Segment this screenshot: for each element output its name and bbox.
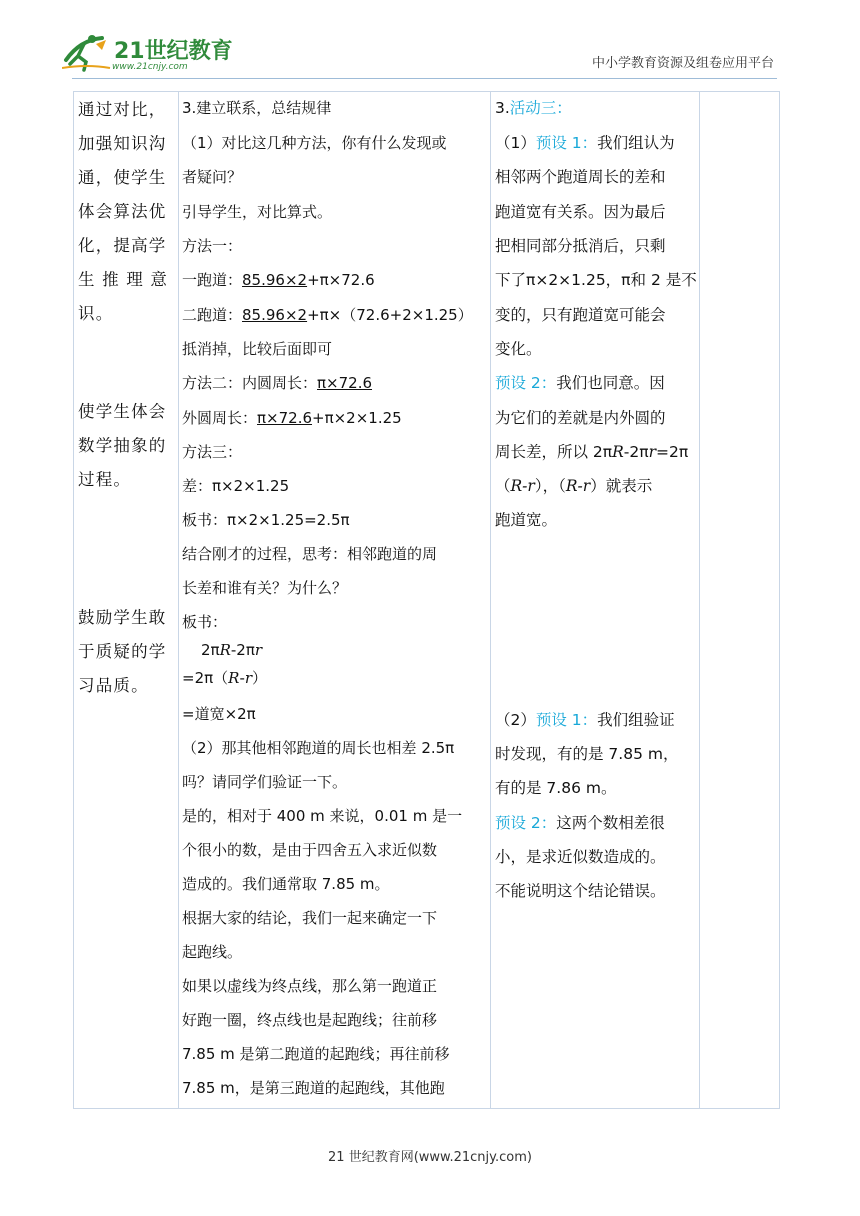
text-line: =道宽×2π — [182, 705, 256, 723]
text-line: （1）对比这几种方法，你有什么发现或 — [182, 134, 447, 152]
term: ），（ — [534, 477, 566, 495]
text-line: 下了π×2×1.25，π和 2 是不 — [495, 271, 697, 289]
text-line — [495, 98, 572, 118]
text: 这两个数相差很 — [556, 814, 665, 832]
formula-line — [182, 270, 375, 290]
intent-line: 习品质。 — [78, 676, 149, 695]
text-line: 个很小的数，是由于四舍五入求近似数 — [182, 841, 438, 859]
text-line: 引导学生，对比算式。 — [182, 203, 333, 221]
design-intent-cell — [74, 92, 179, 1109]
formula-line — [495, 476, 652, 496]
notes-cell — [700, 92, 780, 1109]
text-line: 时发现，有的是 7.85 m， — [495, 745, 679, 763]
underlined-term: π×72.6 — [317, 374, 373, 392]
preset-label: 预设 1： — [535, 134, 598, 152]
text-line: 方法三： — [182, 443, 243, 461]
text-line: 小，是求近似数造成的。 — [495, 848, 666, 866]
variable: R-r — [565, 477, 591, 495]
activity-heading: 活动三： — [509, 99, 572, 117]
text-line: 长差和谁有关？为什么？ — [182, 579, 348, 597]
text-line — [495, 710, 675, 730]
label: 方法二：内圆周长： — [182, 374, 318, 392]
lesson-table — [73, 91, 780, 1109]
text-line: 有的是 7.86 m。 — [495, 779, 617, 797]
table-row — [74, 92, 780, 1109]
underlined-term: 85.96×2 — [242, 271, 308, 289]
text-line: 板书：π×2×1.25=2.5π — [182, 511, 350, 529]
term: 2π — [201, 641, 220, 659]
variable: r — [254, 641, 263, 659]
intent-line: 数学抽象的 — [78, 436, 167, 455]
formula-line — [182, 668, 267, 688]
text-line: 为它们的差就是内外圆的 — [495, 409, 666, 427]
term: -2π — [623, 443, 649, 461]
item-number: （1） — [495, 134, 536, 152]
preset-label: 预设 2： — [495, 374, 557, 392]
variable: R — [612, 443, 624, 461]
intent-line: 鼓励学生敢 — [78, 608, 167, 627]
text-line: 板书： — [182, 613, 228, 631]
intent-line: 化，提高学 — [78, 236, 167, 255]
text-line: 起跑线。 — [182, 943, 243, 961]
label: 二跑道： — [182, 306, 243, 324]
item-number: （2） — [495, 711, 536, 729]
text: 我们也同意。因 — [556, 374, 665, 392]
text-line: 不能说明这个结论错误。 — [495, 882, 666, 900]
student-activity-cell — [491, 92, 700, 1109]
formula-line — [495, 442, 688, 462]
variable: R — [219, 641, 231, 659]
term: ） — [252, 669, 268, 687]
text: ）就表示 — [590, 477, 653, 495]
underlined-term: π×72.6 — [257, 409, 313, 427]
step-number: 3. — [495, 99, 510, 117]
variable: R-r — [510, 477, 535, 495]
variable: r — [648, 443, 657, 461]
term: +π×（72.6+2×1.25） — [307, 306, 473, 324]
intent-line: 生 推 理 意 — [78, 270, 169, 289]
text-line: 相邻两个跑道周长的差和 — [495, 168, 666, 186]
term: +π×72.6 — [307, 271, 375, 289]
term: =2π — [656, 443, 689, 461]
intent-line: 过程。 — [78, 470, 132, 489]
text-line — [495, 373, 665, 393]
text-line — [495, 133, 675, 153]
platform-title: 中小学教育资源及组卷应用平台 — [591, 56, 774, 71]
text-line: 抵消掉，比较后面即可 — [182, 340, 333, 358]
text-line: 差：π×2×1.25 — [182, 477, 290, 495]
term: +π×2×1.25 — [312, 409, 402, 427]
text-line: 是的，相对于 400 m 来说，0.01 m 是一 — [182, 807, 463, 825]
text-line: 方法一： — [182, 237, 243, 255]
page-header — [0, 0, 860, 90]
variable: R — [228, 669, 240, 687]
text: 我们组验证 — [597, 711, 675, 729]
intent-line: 使学生体会 — [78, 402, 167, 421]
intent-line: 于质疑的学 — [78, 642, 167, 661]
text-line: 吗？请同学们验证一下。 — [182, 773, 348, 791]
term: - — [239, 669, 245, 687]
formula-line — [182, 408, 402, 428]
text-line: 7.85 m 是第二跑道的起跑线；再往前移 — [182, 1045, 450, 1063]
intent-line: 体会算法优 — [78, 202, 167, 221]
preset-label: 预设 1： — [535, 711, 598, 729]
variable: r — [244, 669, 253, 687]
text-line: 结合刚才的过程，思考：相邻跑道的周 — [182, 545, 438, 563]
text-line: 把相同部分抵消后，只剩 — [495, 237, 666, 255]
text: 我们组认为 — [597, 134, 675, 152]
text-line: 好跑一圈，终点线也是起跑线；往前移 — [182, 1011, 438, 1029]
underlined-term: 85.96×2 — [242, 306, 308, 324]
header-divider — [72, 78, 777, 79]
text-line: （2）那其他相邻跑道的周长也相差 2.5π — [182, 739, 455, 757]
logo-text: 21世纪教育 — [114, 39, 233, 64]
intent-line: 通过对比， — [78, 100, 167, 119]
text-line: 造成的。我们通常取 7.85 m。 — [182, 875, 390, 893]
teacher-activity-cell — [179, 92, 491, 1109]
formula-line — [182, 305, 473, 325]
text-line: 跑道宽。 — [495, 511, 558, 529]
label: 一跑道： — [182, 271, 243, 289]
intent-line: 通，使学生 — [78, 168, 167, 187]
intent-line: 识。 — [78, 304, 114, 323]
logo-url: www.21cnjy.com — [112, 62, 188, 72]
text-line: 者疑问？ — [182, 168, 243, 186]
text-line: 根据大家的结论，我们一起来确定一下 — [182, 909, 438, 927]
preset-label: 预设 2： — [495, 814, 557, 832]
text-line: 如果以虚线为终点线，那么第一跑道正 — [182, 977, 438, 995]
formula-line — [201, 640, 262, 660]
intent-line: 加强知识沟 — [78, 134, 167, 153]
text-line: 7.85 m，是第三跑道的起跑线，其他跑 — [182, 1079, 445, 1097]
text-line — [495, 813, 665, 833]
text: 周长差，所以 2π — [495, 443, 613, 461]
page-footer: 21 世纪教育网(www.21cnjy.com) — [328, 1150, 532, 1165]
text-line: 跑道宽有关系。因为最后 — [495, 203, 666, 221]
formula-line — [182, 373, 372, 393]
text-line: 变的，只有跑道宽可能会 — [495, 306, 666, 324]
term: =2π（ — [182, 669, 229, 687]
text-line: 变化。 — [495, 340, 542, 358]
term: -2π — [230, 641, 255, 659]
label: 外圆周长： — [182, 409, 258, 427]
term: （ — [495, 477, 511, 495]
text-line: 3.建立联系，总结规律 — [182, 99, 332, 117]
